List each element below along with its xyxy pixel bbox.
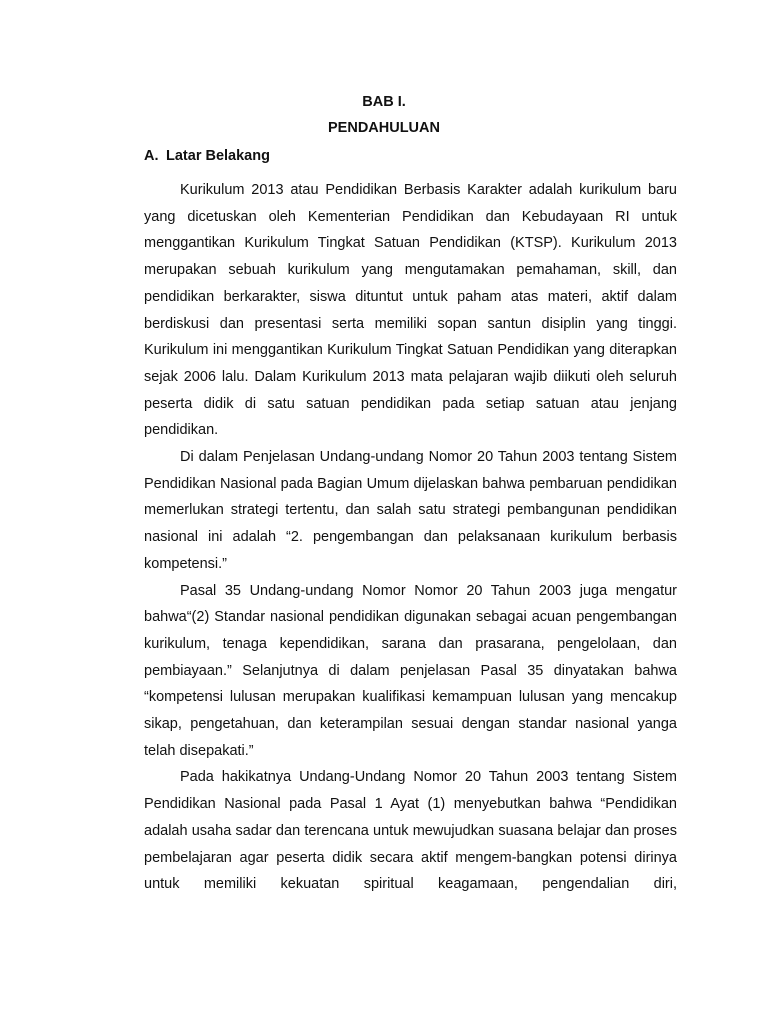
chapter-number: BAB I. bbox=[362, 94, 406, 110]
paragraph-penjelasan-uu: Di dalam Penjelasan Undang-undang Nomor 20 Tahun 2003 tentang Sistem Pendidikan Nasional pada Bagian Umum dijelaskan bahwa pembaruan pendidikan memerlukan strategi tertentu, dan salah satu strategi pembangunan pendidikan nasional ini adalah “2. pengembangan dan pelaksanaan kurikulum berbasis kompetensi.” bbox=[144, 449, 677, 572]
chapter-title: PENDAHULUAN bbox=[328, 120, 440, 136]
body-text bbox=[144, 177, 677, 898]
paragraph-hakikat-pendidikan: Pada hakikatnya Undang-Undang Nomor 20 Tahun 2003 tentang Sistem Pendidikan Nasional pada Pasal 1 Ayat (1) menyebutkan bahwa “Pendidikan adalah usaha sadar dan terencana untuk mewujudkan suasana belajar dan proses pembelajaran agar peserta didik secara aktif mengem-bangkan potensi dirinya untuk memiliki kekuatan spiritual keagamaan, pengendalian diri, bbox=[144, 769, 677, 893]
section-label: A. bbox=[144, 148, 159, 164]
section-title: Latar Belakang bbox=[166, 148, 270, 164]
section-heading bbox=[144, 147, 270, 165]
paragraph-pasal-35: Pasal 35 Undang-undang Nomor Nomor 20 Tahun 2003 juga mengatur bahwa“(2) Standar nasional pendidikan digunakan sebagai acuan pengembangan kurikulum, tenaga kependidikan, sarana dan prasarana, pengelolaan, dan pembiayaan.” Selanjutnya di dalam penjelasan Pasal 35 dinyatakan bahwa “kompetensi lulusan merupakan kualifikasi kemampuan lulusan yang mencakup sikap, pengetahuan, dan keterampilan sesuai dengan standar nasional yanga telah disepakati.” bbox=[144, 582, 677, 759]
paragraph-kurikulum-2013: Kurikulum 2013 atau Pendidikan Berbasis Karakter adalah kurikulum baru yang dicetuskan oleh Kementerian Pendidikan dan Kebudayaan RI untuk menggantikan Kurikulum Tingkat Satuan Pendidikan (KTSP). Kurikulum 2013 merupakan sebuah kurikulum yang mengutamakan pemahaman, skill, dan pendidikan berkarakter, siswa dituntut untuk paham atas materi, aktif dalam berdiskusi dan presentasi serta memiliki sopan santun disiplin yang tinggi. Kurikulum ini menggantikan Kurikulum Tingkat Satuan Pendidikan yang diterapkan sejak 2006 lalu. Dalam Kurikulum 2013 mata pelajaran wajib diikuti oleh seluruh peserta didik di satu satuan pendidikan pada setiap satuan atau jenjang pendidikan. bbox=[144, 182, 677, 439]
